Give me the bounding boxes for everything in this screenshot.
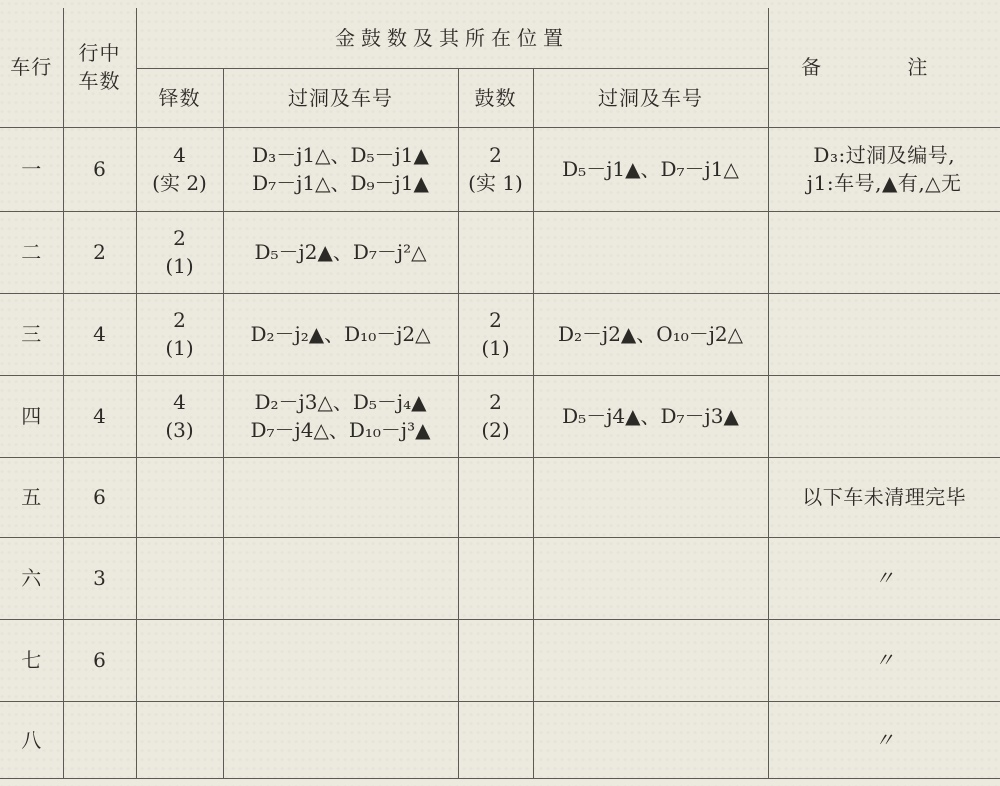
gold-drum-table <box>0 8 1000 779</box>
gu-position-cell <box>533 457 768 537</box>
cars-count: 6 <box>63 619 136 701</box>
table-row <box>0 127 1000 211</box>
fu-position-cell <box>223 701 458 778</box>
fu-position-cell: D₂－j3△、D₅－j₄▲ D₇－j4△、D₁₀－j³▲ <box>223 375 458 457</box>
header-gu-count: 鼓数 <box>458 68 533 127</box>
fu-position-cell <box>223 457 458 537</box>
gu-position-cell: D₅－j4▲、D₇－j3▲ <box>533 375 768 457</box>
fu-position-cell <box>223 537 458 619</box>
gu-count-cell: 2 (2) <box>458 375 533 457</box>
fu-count-cell <box>136 701 223 778</box>
fu-count-cell <box>136 619 223 701</box>
row-label: 四 <box>0 375 63 457</box>
remark-cell <box>768 211 1000 293</box>
gu-position-cell: D₂－j2▲、O₁₀－j2△ <box>533 293 768 375</box>
gu-position-cell: D₅－j1▲、D₇－j1△ <box>533 127 768 211</box>
row-label: 二 <box>0 211 63 293</box>
fu-count-cell: 2 (1) <box>136 211 223 293</box>
remark-cell <box>768 619 1000 701</box>
fu-position-cell: D₃－j1△、D₅－j1▲ D₇－j1△、D₉－j1▲ <box>223 127 458 211</box>
gu-position-cell <box>533 701 768 778</box>
remark-cell: 以下车未清理完毕 <box>768 457 1000 537</box>
remark-cell <box>768 537 1000 619</box>
remark-cell <box>768 293 1000 375</box>
gu-position-cell <box>533 619 768 701</box>
cars-count: 4 <box>63 375 136 457</box>
table-row <box>0 457 1000 537</box>
fu-position-cell <box>223 619 458 701</box>
fu-position-cell: D₂－j₂▲、D₁₀－j2△ <box>223 293 458 375</box>
fu-count-cell <box>136 537 223 619</box>
table-row <box>0 537 1000 619</box>
row-label: 七 <box>0 619 63 701</box>
row-label: 三 <box>0 293 63 375</box>
header-remarks: 备 注 <box>768 8 1000 127</box>
table-row <box>0 375 1000 457</box>
gu-count-cell <box>458 537 533 619</box>
row-label: 八 <box>0 701 63 778</box>
cars-count: 6 <box>63 127 136 211</box>
gu-count-cell: 2 (实 1) <box>458 127 533 211</box>
row-label: 一 <box>0 127 63 211</box>
gu-count-cell <box>458 211 533 293</box>
fu-position-cell: D₅－j2▲、D₇－j²△ <box>223 211 458 293</box>
row-label: 六 <box>0 537 63 619</box>
header-cars-in-row: 行中 车数 <box>63 8 136 127</box>
header-group-title: 金鼓数及其所在位置 <box>136 8 768 68</box>
fu-count-cell: 2 (1) <box>136 293 223 375</box>
gu-count-cell <box>458 457 533 537</box>
ditto-mark: 〃 <box>874 566 895 590</box>
gu-count-cell <box>458 619 533 701</box>
gu-position-cell <box>533 211 768 293</box>
cars-count <box>63 701 136 778</box>
fu-count-cell: 4 (实 2) <box>136 127 223 211</box>
remark-cell <box>768 701 1000 778</box>
fu-count-cell: 4 (3) <box>136 375 223 457</box>
gu-position-cell <box>533 537 768 619</box>
ditto-mark: 〃 <box>874 648 895 672</box>
gu-count-cell: 2 (1) <box>458 293 533 375</box>
cars-count: 4 <box>63 293 136 375</box>
table-row <box>0 619 1000 701</box>
table-row <box>0 293 1000 375</box>
row-label: 五 <box>0 457 63 537</box>
header-gu-position: 过洞及车号 <box>533 68 768 127</box>
header-fu-position: 过洞及车号 <box>223 68 458 127</box>
fu-count-cell <box>136 457 223 537</box>
table-row <box>0 701 1000 778</box>
ditto-mark: 〃 <box>874 727 895 752</box>
table-row <box>0 211 1000 293</box>
cars-count: 6 <box>63 457 136 537</box>
header-fu-count: 铎数 <box>136 68 223 127</box>
cars-count: 3 <box>63 537 136 619</box>
header-row-label: 车行 <box>0 8 63 127</box>
remark-cell <box>768 375 1000 457</box>
cars-count: 2 <box>63 211 136 293</box>
remark-cell: D₃:过洞及编号, j1:车号,▲有,△无 <box>768 127 1000 211</box>
gu-count-cell <box>458 701 533 778</box>
